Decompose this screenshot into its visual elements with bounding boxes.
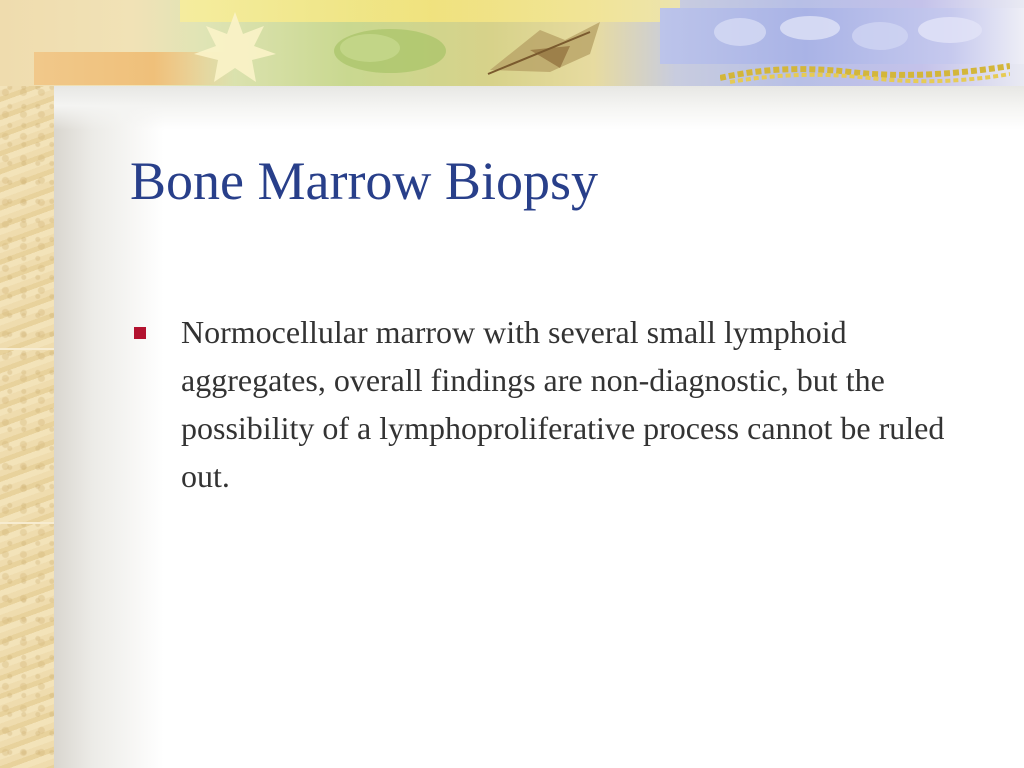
autumn-leaf-icon: [470, 10, 620, 84]
parchment-side-strip: [0, 0, 54, 768]
square-bullet-icon: [134, 327, 146, 339]
strip-divider: [0, 348, 54, 350]
wheat-grain-icon: [720, 58, 1010, 84]
bullet-text: Normocellular marrow with several small lymphoid aggregates, overall findings are non-diagnostic, but the possibility of a lymphoproliferative process cannot be ruled out.: [181, 314, 945, 494]
decorative-banner: [0, 0, 1024, 86]
banner-shadow: [54, 86, 1024, 130]
maple-leaf-icon: [190, 8, 280, 86]
bullet-list: [130, 308, 980, 500]
blue-flower-pattern-icon: [700, 10, 1010, 60]
green-leaf-icon: [330, 20, 450, 82]
strip-divider: [0, 522, 54, 524]
slide-title: Bone Marrow Biopsy: [130, 151, 598, 211]
